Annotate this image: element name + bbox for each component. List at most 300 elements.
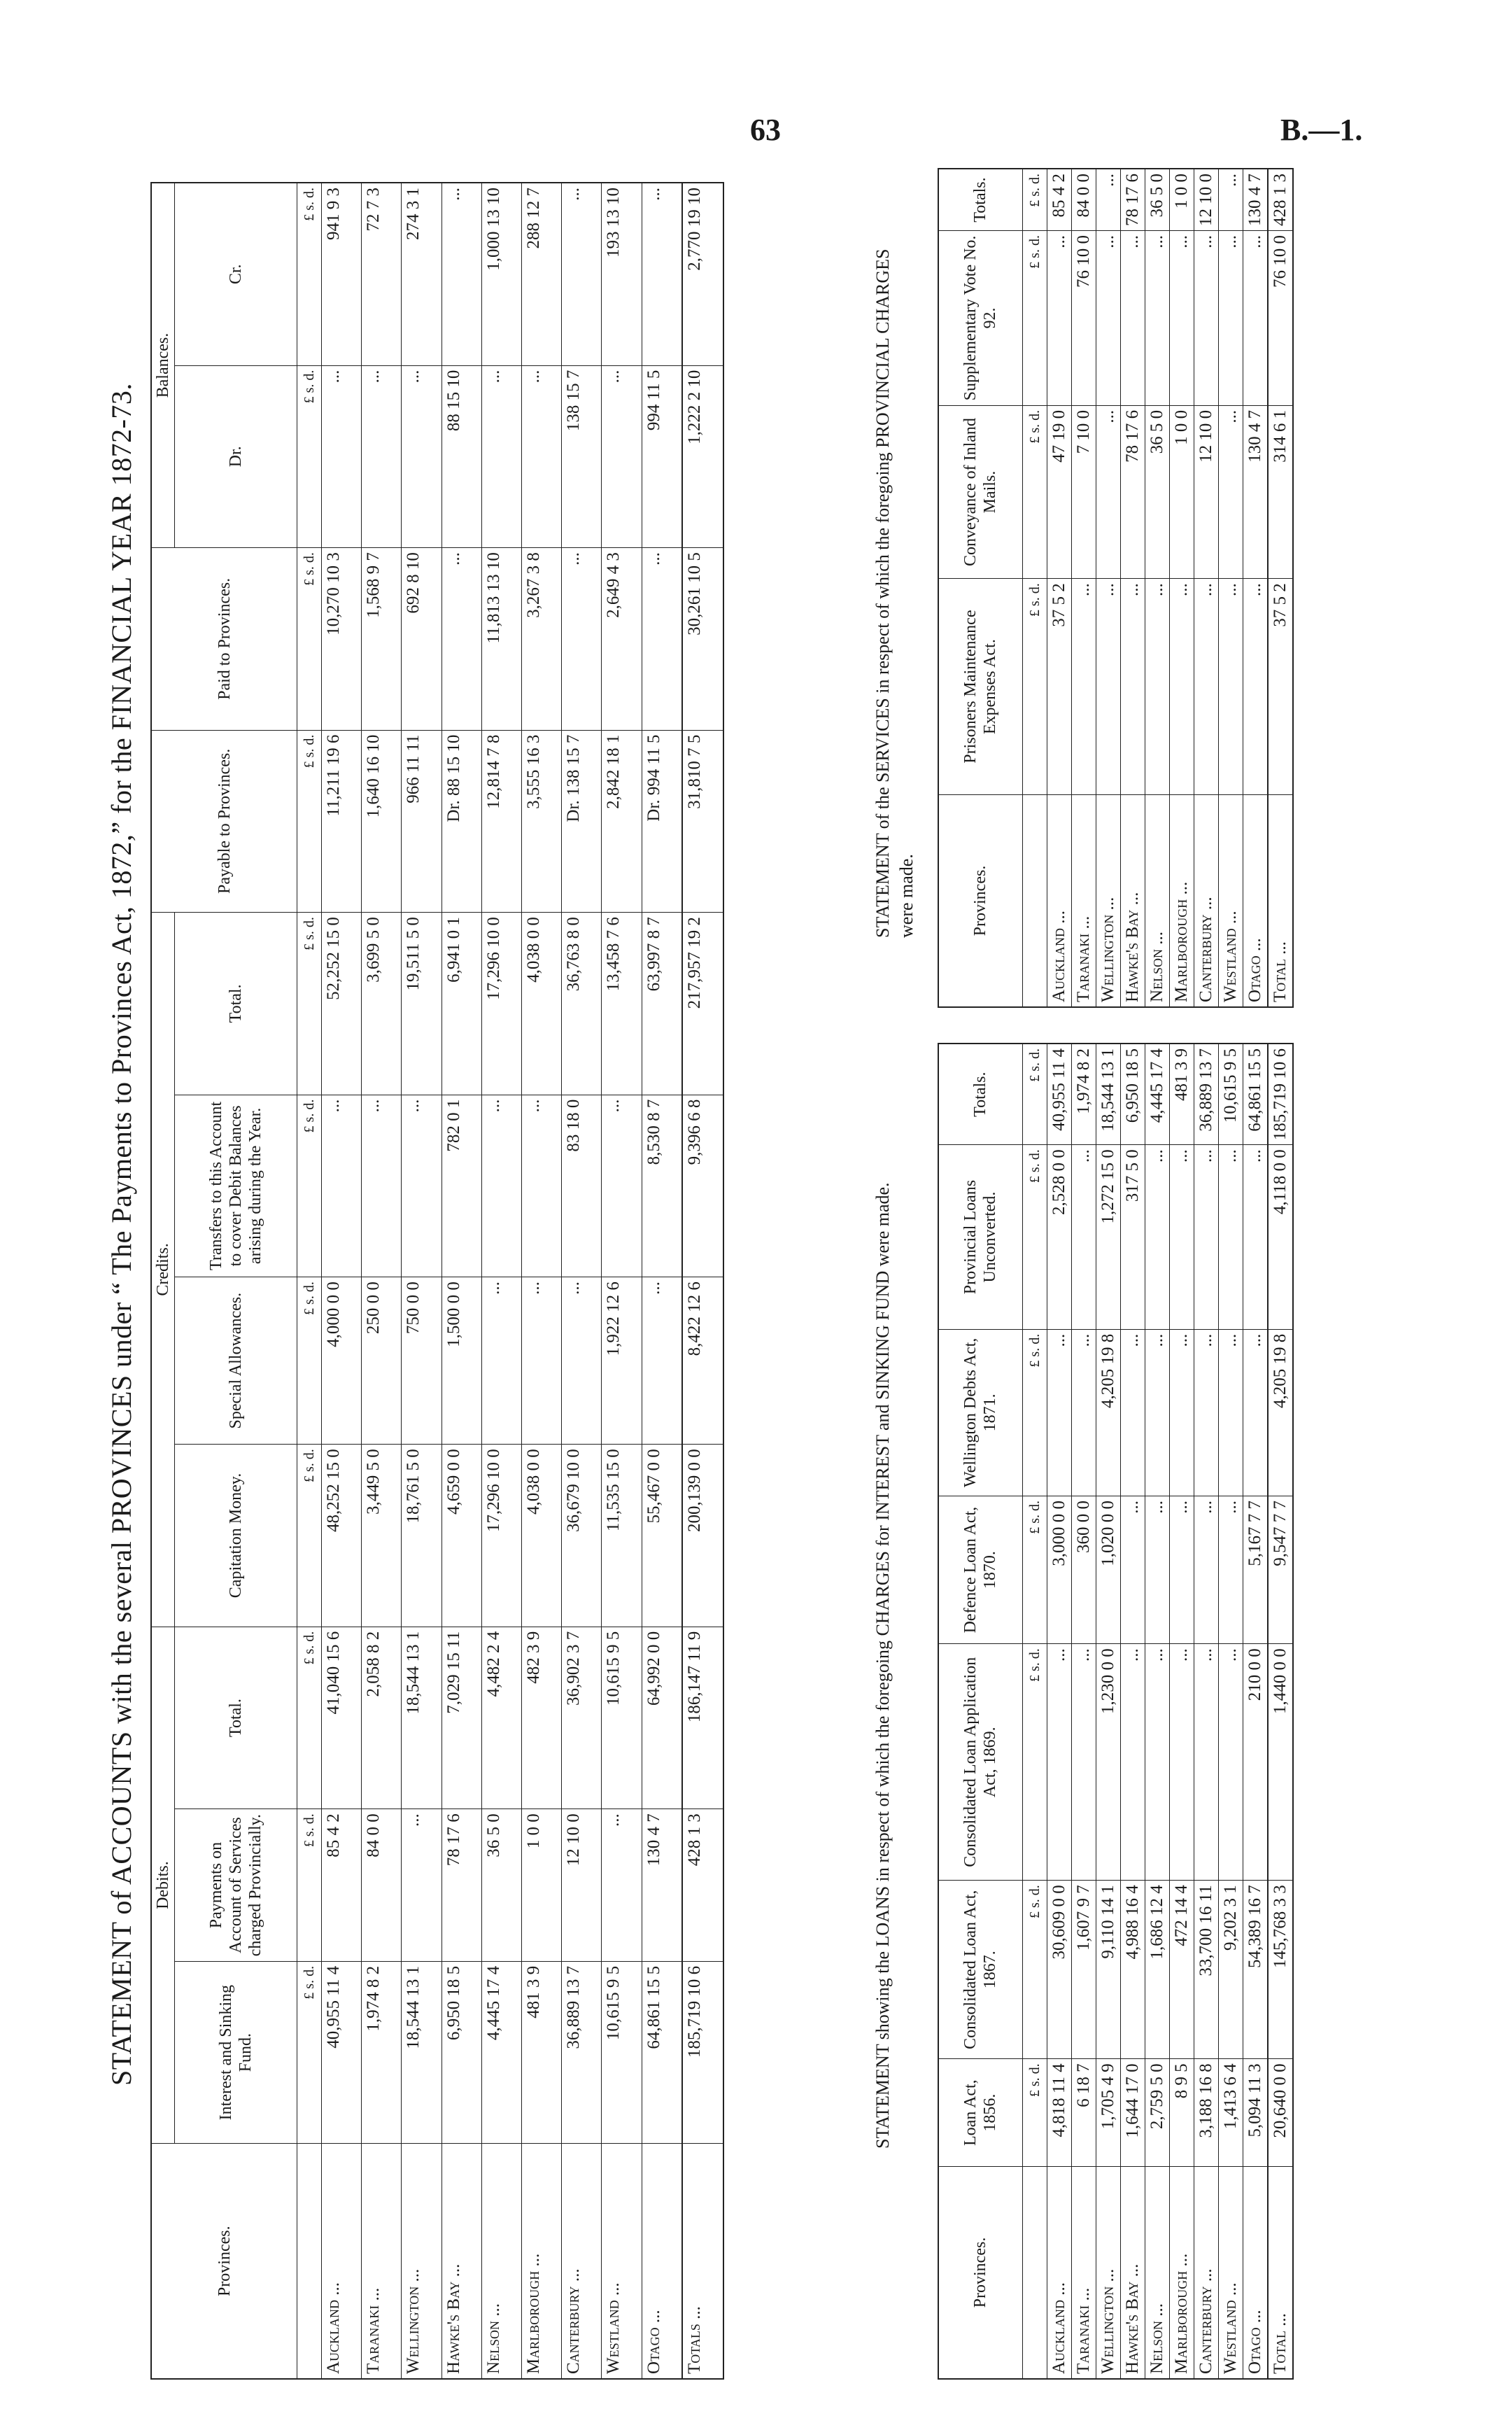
- province-name: Nelson ...: [1145, 2167, 1169, 2380]
- units-spacer: [1022, 2167, 1047, 2380]
- cell-loan1856: 1,413 6 4: [1218, 2059, 1243, 2167]
- units-spacer: [297, 2144, 322, 2379]
- cell-payable: 3,555 16 3: [522, 730, 562, 913]
- table-row: [1096, 169, 1120, 1007]
- services-col-conveyance: Conveyance of Inland Mails.: [938, 405, 1022, 578]
- cell-credit_total: 13,458 7 6: [602, 913, 642, 1095]
- cell-totals: 85 4 2: [1047, 169, 1071, 231]
- table-row: [322, 183, 362, 2379]
- cell-transfers: ...: [522, 1095, 562, 1277]
- cell-cr: 274 3 1: [402, 183, 441, 365]
- cell-transfers: ...: [602, 1095, 642, 1277]
- cell-unconverted: ...: [1169, 1145, 1194, 1329]
- loans-col-unconverted: Provincial Loans Unconverted.: [938, 1145, 1022, 1329]
- cell-prisoners: ...: [1243, 579, 1268, 795]
- group-balances: Balances.: [151, 183, 175, 548]
- table-row: [1169, 169, 1194, 1007]
- cell-consolidated_app: ...: [1120, 1644, 1145, 1881]
- cell-conveyance: ...: [1218, 405, 1243, 578]
- table-row: [1120, 169, 1145, 1007]
- cell-special: 1,922 12 6: [602, 1277, 642, 1445]
- services-col-supplementary: Supplementary Vote No. 92.: [938, 231, 1022, 406]
- province-name: Auckland ...: [1047, 795, 1071, 1008]
- cell-conveyance: 78 17 6: [1120, 405, 1145, 578]
- cell-consolidated_app: ...: [1047, 1644, 1071, 1881]
- total-payable: 31,810 7 5: [682, 730, 723, 913]
- units: £ s. d.: [1022, 405, 1047, 578]
- cell-special: 4,000 0 0: [322, 1277, 362, 1445]
- province-name: Canterbury ...: [562, 2144, 602, 2379]
- cell-conveyance: 1 0 0: [1169, 405, 1194, 578]
- services-statement: [938, 168, 1290, 1008]
- cell-debit_total: 10,615 9 5: [602, 1627, 642, 1809]
- province-name: Marlborough ...: [522, 2144, 562, 2379]
- units: £ s. d.: [1022, 1145, 1047, 1329]
- col-credit-total: Total.: [175, 913, 297, 1095]
- cell-cr: 1,000 13 10: [481, 183, 521, 365]
- loans-col-defence: Defence Loan Act, 1870.: [938, 1496, 1022, 1643]
- main-statement-title: STATEMENT of ACCOUNTS with the several PROVINCES under “ The Payments to Provinces Act, 1872,” for the FINANCIAL YEAR 1872-73.: [106, 383, 137, 2086]
- cell-supplementary: ...: [1145, 231, 1169, 406]
- cell-payable: 11,211 19 6: [322, 730, 362, 913]
- col-transfers: Transfers to this Account to cover Debit Balances arising during the Year.: [175, 1095, 297, 1277]
- cell-consolidated: 33,700 16 11: [1194, 1881, 1218, 2059]
- cell-paid: ...: [441, 548, 481, 731]
- cell-consolidated_app: 210 0 0: [1243, 1644, 1268, 1881]
- cell-defence: 360 0 0: [1071, 1496, 1096, 1643]
- province-name: Taranaki ...: [1071, 2167, 1096, 2380]
- cell-credit_total: 52,252 15 0: [322, 913, 362, 1095]
- cell-consolidated_app: ...: [1169, 1644, 1194, 1881]
- cell-consolidated_app: ...: [1194, 1644, 1218, 1881]
- cell-paid: 2,649 4 3: [602, 548, 642, 731]
- cell-conveyance: 47 19 0: [1047, 405, 1071, 578]
- cell-special: ...: [642, 1277, 682, 1445]
- document-code: B.—1.: [1280, 113, 1363, 147]
- table-row: [1120, 1044, 1145, 2379]
- cell-conveyance: ...: [1096, 405, 1120, 578]
- cell-consolidated: 472 14 4: [1169, 1881, 1194, 2059]
- total-supplementary: 76 10 0: [1268, 231, 1293, 406]
- cell-supplementary: ...: [1243, 231, 1268, 406]
- table-row: [1047, 1044, 1071, 2379]
- cell-paid: 3,267 3 8: [522, 548, 562, 731]
- total-loan1856: 20,640 0 0: [1268, 2059, 1293, 2167]
- cell-transfers: ...: [481, 1095, 521, 1277]
- units: £ s. d.: [1022, 2059, 1047, 2167]
- table-row: [1096, 1044, 1120, 2379]
- total-conveyance: 314 6 1: [1268, 405, 1293, 578]
- cell-loan1856: 5,094 11 3: [1243, 2059, 1268, 2167]
- cell-debit_total: 64,992 0 0: [642, 1627, 682, 1809]
- units: £ s. d.: [1022, 1644, 1047, 1881]
- cell-dr: ...: [602, 365, 642, 548]
- cell-debit_total: 41,040 15 6: [322, 1627, 362, 1809]
- units: £ s. d.: [1022, 1329, 1047, 1496]
- cell-transfers: 8,530 8 7: [642, 1095, 682, 1277]
- table-row: [562, 183, 602, 2379]
- loans-col-totals: Totals.: [938, 1044, 1022, 1145]
- cell-loan1856: 8 9 5: [1169, 2059, 1194, 2167]
- province-name: Hawke's Bay ...: [1120, 2167, 1145, 2380]
- cell-credit_total: 4,038 0 0: [522, 913, 562, 1095]
- cell-totals: ...: [1218, 169, 1243, 231]
- cell-prisoners: ...: [1194, 579, 1218, 795]
- cell-cr: 193 13 10: [602, 183, 642, 365]
- table-row: [1194, 1044, 1218, 2379]
- cell-consolidated: 1,607 9 7: [1071, 1881, 1096, 2059]
- group-debits: Debits.: [151, 1627, 175, 2144]
- table-row: [1218, 169, 1243, 1007]
- table-row: [481, 183, 521, 2379]
- units: £ s. d.: [1022, 1881, 1047, 2059]
- cell-supplementary: ...: [1194, 231, 1218, 406]
- cell-wellington_debts: ...: [1071, 1329, 1096, 1496]
- units: £ s. d.: [297, 1627, 322, 1809]
- total-consolidated: 145,768 3 3: [1268, 1881, 1293, 2059]
- cell-totals: 36 5 0: [1145, 169, 1169, 231]
- cell-special: 750 0 0: [402, 1277, 441, 1445]
- province-name: Westland ...: [1218, 2167, 1243, 2380]
- cell-interest: 4,445 17 4: [481, 1961, 521, 2144]
- total-credit_total: 217,957 19 2: [682, 913, 723, 1095]
- total-wellington_debts: 4,205 19 8: [1268, 1329, 1293, 1496]
- table-row: [1243, 169, 1268, 1007]
- col-payable: Payable to Provinces.: [151, 730, 297, 913]
- province-name: Marlborough ...: [1169, 795, 1194, 1008]
- col-provinces: Provinces.: [151, 2144, 297, 2379]
- cell-interest: 36,889 13 7: [562, 1961, 602, 2144]
- total-row: [1268, 1044, 1293, 2379]
- table-row: [1218, 1044, 1243, 2379]
- table-row: [1071, 1044, 1096, 2379]
- units: £ s. d.: [1022, 1044, 1047, 1145]
- table-row: [1145, 169, 1169, 1007]
- table-row: [441, 183, 481, 2379]
- cell-cr: ...: [562, 183, 602, 365]
- cell-wellington_debts: ...: [1169, 1329, 1194, 1496]
- cell-special: 250 0 0: [362, 1277, 402, 1445]
- cell-defence: 5,167 7 7: [1243, 1496, 1268, 1643]
- cell-paid: 1,568 9 7: [362, 548, 402, 731]
- province-name: Wellington ...: [1096, 2167, 1120, 2380]
- cell-dr: 138 15 7: [562, 365, 602, 548]
- total-capitation: 200,139 0 0: [682, 1445, 723, 1627]
- loans-col-wellington-debts: Wellington Debts Act, 1871.: [938, 1329, 1022, 1496]
- province-name: Wellington ...: [402, 2144, 441, 2379]
- province-name: Nelson ...: [481, 2144, 521, 2379]
- cell-totals: 130 4 7: [1243, 169, 1268, 231]
- cell-interest: 6,950 18 5: [441, 1961, 481, 2144]
- col-interest: Interest and Sinking Fund.: [175, 1961, 297, 2144]
- cell-loan1856: 3,188 16 8: [1194, 2059, 1218, 2167]
- loans-col-consolidated-app: Consolidated Loan Application Act, 1869.: [938, 1644, 1022, 1881]
- cell-debit_total: 18,544 13 1: [402, 1627, 441, 1809]
- units: £ s. d.: [1022, 579, 1047, 795]
- total-label: Total ...: [1268, 2167, 1293, 2380]
- cell-payments: 130 4 7: [642, 1809, 682, 1962]
- units: £ s. d.: [297, 548, 322, 731]
- province-name: Canterbury ...: [1194, 795, 1218, 1008]
- cell-unconverted: ...: [1243, 1145, 1268, 1329]
- cell-consolidated_app: 1,230 0 0: [1096, 1644, 1120, 1881]
- cell-dr: ...: [402, 365, 441, 548]
- total-interest: 185,719 10 6: [682, 1961, 723, 2144]
- cell-unconverted: ...: [1071, 1145, 1096, 1329]
- cell-cr: ...: [441, 183, 481, 365]
- cell-capitation: 3,449 5 0: [362, 1445, 402, 1627]
- total-payments: 428 1 3: [682, 1809, 723, 1962]
- cell-interest: 64,861 15 5: [642, 1961, 682, 2144]
- cell-totals: 1,974 8 2: [1071, 1044, 1096, 1145]
- cell-defence: ...: [1194, 1496, 1218, 1643]
- cell-interest: 481 3 9: [522, 1961, 562, 2144]
- cell-payable: Dr. 138 15 7: [562, 730, 602, 913]
- cell-capitation: 11,535 15 0: [602, 1445, 642, 1627]
- cell-consolidated: 4,988 16 4: [1120, 1881, 1145, 2059]
- total-defence: 9,547 7 7: [1268, 1496, 1293, 1643]
- col-debit-total: Total.: [175, 1627, 297, 1809]
- units: £ s. d.: [297, 1445, 322, 1627]
- table-row: [362, 183, 402, 2379]
- cell-cr: 941 9 3: [322, 183, 362, 365]
- province-name: Hawke's Bay ...: [441, 2144, 481, 2379]
- total-debit_total: 186,147 11 9: [682, 1627, 723, 1809]
- province-name: Taranaki ...: [362, 2144, 402, 2379]
- cell-supplementary: ...: [1120, 231, 1145, 406]
- units: £ s. d.: [297, 1961, 322, 2144]
- province-name: Auckland ...: [322, 2144, 362, 2379]
- cell-unconverted: ...: [1218, 1145, 1243, 1329]
- cell-wellington_debts: ...: [1047, 1329, 1071, 1496]
- province-name: Taranaki ...: [1071, 795, 1096, 1008]
- cell-consolidated: 9,110 14 1: [1096, 1881, 1120, 2059]
- cell-credit_total: 3,699 5 0: [362, 913, 402, 1095]
- cell-payments: 12 10 0: [562, 1809, 602, 1962]
- cell-conveyance: 130 4 7: [1243, 405, 1268, 578]
- cell-paid: 692 8 10: [402, 548, 441, 731]
- table-row: [522, 183, 562, 2379]
- province-name: Westland ...: [602, 2144, 642, 2379]
- cell-unconverted: 2,528 0 0: [1047, 1145, 1071, 1329]
- cell-wellington_debts: ...: [1120, 1329, 1145, 1496]
- table-row: [642, 183, 682, 2379]
- cell-payable: Dr. 88 15 10: [441, 730, 481, 913]
- loans-statement-table: [938, 1043, 1294, 2380]
- cell-cr: ...: [642, 183, 682, 365]
- cell-dr: ...: [522, 365, 562, 548]
- services-col-totals: Totals.: [938, 169, 1022, 231]
- cell-supplementary: ...: [1218, 231, 1243, 406]
- cell-capitation: 4,659 0 0: [441, 1445, 481, 1627]
- total-prisoners: 37 5 2: [1268, 579, 1293, 795]
- col-special: Special Allowances.: [175, 1277, 297, 1445]
- cell-cr: 72 7 3: [362, 183, 402, 365]
- cell-consolidated: 54,389 16 7: [1243, 1881, 1268, 2059]
- cell-totals: 4,445 17 4: [1145, 1044, 1169, 1145]
- cell-capitation: 17,296 10 0: [481, 1445, 521, 1627]
- loans-statement-title: STATEMENT showing the LOANS in respect of which the foregoing CHARGES for INTEREST and SINKING FUND were made.: [872, 1182, 893, 2149]
- cell-totals: 40,955 11 4: [1047, 1044, 1071, 1145]
- cell-debit_total: 36,902 3 7: [562, 1627, 602, 1809]
- cell-payable: 1,640 16 10: [362, 730, 402, 913]
- cell-capitation: 55,467 0 0: [642, 1445, 682, 1627]
- cell-interest: 10,615 9 5: [602, 1961, 642, 2144]
- province-name: Hawke's Bay ...: [1120, 795, 1145, 1008]
- cell-dr: ...: [481, 365, 521, 548]
- province-name: Wellington ...: [1096, 795, 1120, 1008]
- loans-statement: [938, 1043, 1290, 2380]
- cell-totals: 6,950 18 5: [1120, 1044, 1145, 1145]
- cell-totals: 84 0 0: [1071, 169, 1096, 231]
- services-statement-table: [938, 168, 1294, 1008]
- cell-debit_total: 2,058 8 2: [362, 1627, 402, 1809]
- table-row: [1071, 169, 1096, 1007]
- units: £ s. d.: [1022, 1496, 1047, 1643]
- cell-special: 1,500 0 0: [441, 1277, 481, 1445]
- cell-loan1856: 1,644 17 0: [1120, 2059, 1145, 2167]
- cell-totals: ...: [1096, 169, 1120, 231]
- cell-conveyance: 36 5 0: [1145, 405, 1169, 578]
- cell-prisoners: 37 5 2: [1047, 579, 1071, 795]
- cell-transfers: 83 18 0: [562, 1095, 602, 1277]
- cell-defence: ...: [1120, 1496, 1145, 1643]
- cell-defence: 1,020 0 0: [1096, 1496, 1120, 1643]
- cell-consolidated_app: ...: [1218, 1644, 1243, 1881]
- table-row: [1145, 1044, 1169, 2379]
- main-statement-rows: [322, 183, 724, 2379]
- cell-interest: 1,974 8 2: [362, 1961, 402, 2144]
- cell-credit_total: 17,296 10 0: [481, 913, 521, 1095]
- province-name: Marlborough ...: [1169, 2167, 1194, 2380]
- cell-defence: ...: [1169, 1496, 1194, 1643]
- total-row: [682, 183, 723, 2379]
- cell-prisoners: ...: [1169, 579, 1194, 795]
- cell-debit_total: 7,029 15 11: [441, 1627, 481, 1809]
- cell-payable: 12,814 7 8: [481, 730, 521, 913]
- units: £ s. d.: [297, 183, 322, 365]
- col-payments: Payments on Account of Services charged Provincially.: [175, 1809, 297, 1962]
- cell-unconverted: ...: [1145, 1145, 1169, 1329]
- cell-payments: 36 5 0: [481, 1809, 521, 1962]
- cell-transfers: ...: [402, 1095, 441, 1277]
- cell-consolidated: 30,609 0 0: [1047, 1881, 1071, 2059]
- units: £ s. d.: [297, 365, 322, 548]
- cell-conveyance: 7 10 0: [1071, 405, 1096, 578]
- cell-payments: 85 4 2: [322, 1809, 362, 1962]
- services-statement-rows: [1047, 169, 1293, 1007]
- cell-prisoners: ...: [1120, 579, 1145, 795]
- cell-consolidated: 9,202 3 1: [1218, 1881, 1243, 2059]
- services-statement-title: STATEMENT of the SERVICES in respect of which the foregoing PROVINCIAL CHARGES were made.: [872, 248, 917, 938]
- services-col-prisoners: Prisoners Maintenance Expenses Act.: [938, 579, 1022, 795]
- loans-statement-rows: [1047, 1044, 1293, 2379]
- cell-wellington_debts: ...: [1243, 1329, 1268, 1496]
- cell-special: ...: [481, 1277, 521, 1445]
- cell-totals: 36,889 13 7: [1194, 1044, 1218, 1145]
- cell-capitation: 48,252 15 0: [322, 1445, 362, 1627]
- table-row: [402, 183, 441, 2379]
- cell-wellington_debts: ...: [1194, 1329, 1218, 1496]
- cell-totals: 1 0 0: [1169, 169, 1194, 231]
- cell-debit_total: 4,482 2 4: [481, 1627, 521, 1809]
- cell-special: ...: [562, 1277, 602, 1445]
- total-totals: 428 1 3: [1268, 169, 1293, 231]
- cell-prisoners: ...: [1096, 579, 1120, 795]
- cell-credit_total: 63,997 8 7: [642, 913, 682, 1095]
- cell-defence: 3,000 0 0: [1047, 1496, 1071, 1643]
- units: £ s. d.: [297, 1809, 322, 1962]
- cell-totals: 18,544 13 1: [1096, 1044, 1120, 1145]
- cell-transfers: ...: [322, 1095, 362, 1277]
- main-statement-table: [150, 182, 724, 2380]
- province-name: Otago ...: [1243, 2167, 1268, 2380]
- cell-debit_total: 482 3 9: [522, 1627, 562, 1809]
- cell-totals: 10,615 9 5: [1218, 1044, 1243, 1145]
- cell-payable: 966 11 11: [402, 730, 441, 913]
- cell-special: ...: [522, 1277, 562, 1445]
- loans-col-consolidated: Consolidated Loan Act, 1867.: [938, 1881, 1022, 2059]
- cell-credit_total: 19,511 5 0: [402, 913, 441, 1095]
- total-cr: 2,770 19 10: [682, 183, 723, 365]
- cell-loan1856: 1,705 4 9: [1096, 2059, 1120, 2167]
- province-name: Auckland ...: [1047, 2167, 1071, 2380]
- units: £ s. d.: [297, 730, 322, 913]
- total-label: Totals ...: [682, 2144, 723, 2379]
- total-dr: 1,222 2 10: [682, 365, 723, 548]
- cell-conveyance: 12 10 0: [1194, 405, 1218, 578]
- loans-col-1856: Loan Act, 1856.: [938, 2059, 1022, 2167]
- units: £ s. d.: [1022, 169, 1047, 231]
- col-paid: Paid to Provinces.: [151, 548, 297, 731]
- col-capitation: Capitation Money.: [175, 1445, 297, 1627]
- total-row: [1268, 169, 1293, 1007]
- total-label: Total ...: [1268, 795, 1293, 1008]
- cell-payments: ...: [402, 1809, 441, 1962]
- col-dr: Dr.: [175, 365, 297, 548]
- cell-defence: ...: [1218, 1496, 1243, 1643]
- cell-payable: Dr. 994 11 5: [642, 730, 682, 913]
- cell-paid: 10,270 10 3: [322, 548, 362, 731]
- table-row: [1243, 1044, 1268, 2379]
- cell-transfers: ...: [362, 1095, 402, 1277]
- cell-transfers: 782 0 1: [441, 1095, 481, 1277]
- units: £ s. d.: [1022, 231, 1047, 406]
- cell-supplementary: ...: [1169, 231, 1194, 406]
- cell-totals: 481 3 9: [1169, 1044, 1194, 1145]
- cell-payable: 2,842 18 1: [602, 730, 642, 913]
- cell-consolidated: 1,686 12 4: [1145, 1881, 1169, 2059]
- cell-loan1856: 6 18 7: [1071, 2059, 1096, 2167]
- cell-payments: 1 0 0: [522, 1809, 562, 1962]
- cell-prisoners: ...: [1071, 579, 1096, 795]
- cell-loan1856: 4,818 11 4: [1047, 2059, 1071, 2167]
- cell-supplementary: 76 10 0: [1071, 231, 1096, 406]
- cell-credit_total: 6,941 0 1: [441, 913, 481, 1095]
- province-name: Otago ...: [642, 2144, 682, 2379]
- cell-totals: 78 17 6: [1120, 169, 1145, 231]
- cell-unconverted: 1,272 15 0: [1096, 1145, 1120, 1329]
- province-name: Westland ...: [1218, 795, 1243, 1008]
- loans-col-provinces: Provinces.: [938, 2167, 1022, 2380]
- cell-defence: ...: [1145, 1496, 1169, 1643]
- cell-capitation: 36,679 10 0: [562, 1445, 602, 1627]
- total-transfers: 9,396 6 8: [682, 1095, 723, 1277]
- cell-wellington_debts: ...: [1145, 1329, 1169, 1496]
- cell-payments: ...: [602, 1809, 642, 1962]
- province-name: Nelson ...: [1145, 795, 1169, 1008]
- cell-paid: ...: [642, 548, 682, 731]
